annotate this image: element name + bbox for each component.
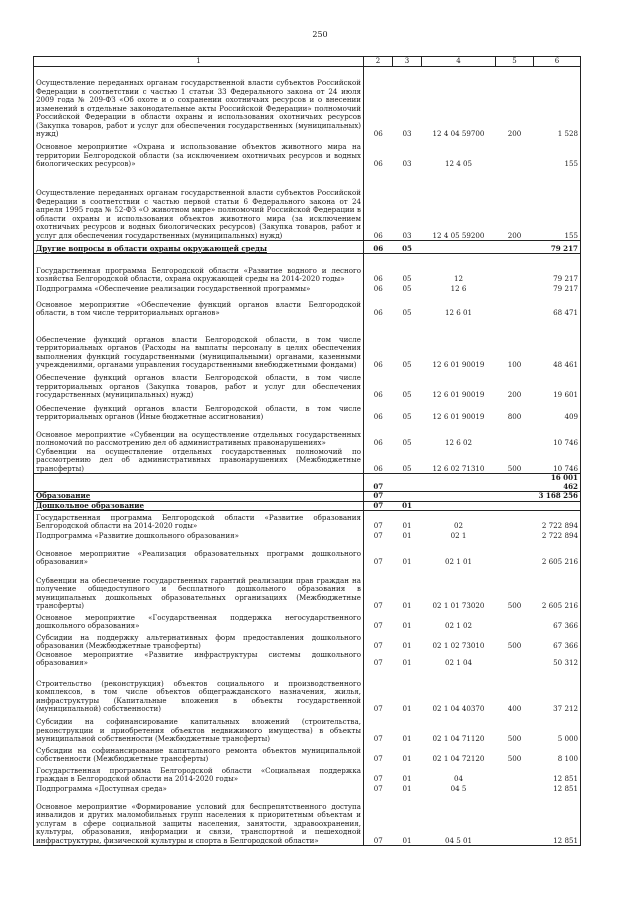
row-target-article: 02 (453, 521, 464, 530)
table-row (34, 531, 581, 541)
row-target-article: 12 6 02 71310 (432, 463, 485, 473)
row-target-article: 12 6 (450, 284, 467, 293)
row-subsection-code: 05 (402, 274, 412, 283)
row-amount: 2 605 216 (534, 541, 581, 567)
row-amount: 155 (534, 139, 581, 169)
row-amount: 8 100 (534, 744, 581, 764)
row-target-article: 02 1 01 73020 (432, 601, 485, 610)
table-row (34, 492, 581, 502)
row-subsection-code: 01 (402, 734, 412, 743)
row-subsection-code: 05 (402, 308, 412, 317)
row-description: Дошкольное образование (34, 501, 364, 511)
row-subsection-code: 05 (402, 463, 412, 473)
row-amount: 67 366 (534, 631, 581, 651)
row-section-code: 06 (373, 274, 383, 283)
row-description: Субвенции на осуществление отдельных государственных полномочий по рассмотрению дел об административных правонарушениях (Межбюджетные трансферты) (34, 448, 364, 474)
row-target-article: 12 4 05 (444, 159, 473, 168)
row-subsection-code: 03 (402, 129, 412, 138)
row-expense-type (496, 541, 534, 567)
table-row (34, 668, 581, 714)
row-amount: 5 000 (534, 714, 581, 744)
row-expense-type: 500 (507, 641, 522, 650)
table-row (34, 370, 581, 400)
row-section-code: 07 (373, 704, 383, 713)
row-target-article: 02 1 (450, 531, 467, 540)
row-section-code: 07 (364, 492, 393, 502)
row-section-code: 06 (373, 463, 383, 473)
row-expense-type (496, 254, 534, 284)
row-expense-type: 100 (507, 360, 522, 369)
row-target-article: 12 (453, 274, 464, 283)
row-section-code: 07 (364, 794, 393, 846)
column-header: 3 (393, 57, 422, 67)
row-description: Образование (34, 492, 364, 502)
row-target-article (422, 501, 496, 511)
table-row (34, 448, 581, 474)
table-row (34, 422, 581, 448)
table-row (34, 511, 581, 531)
row-description: Осуществление переданных органам государственной власти субъектов Российской Федерации в соответствии с частью 1 статьи 33 Федерального закона от 24 июля 2009 года № 209-ФЗ «Об охоте и о сохранении охотничьих ресурсов и о внесении изменений в отдельные законодательные акты Российской Федерации» полномочий Российской Федерации в области охраны и использования охотничьих ресурсов (Закупка товаров, работ и услуг для обеспечения государственных (муниципальных) нужд) (34, 67, 364, 139)
table-row (34, 794, 581, 846)
row-section-code: 06 (373, 438, 383, 447)
row-subsection-code: 01 (402, 641, 412, 650)
row-amount: 2 605 216 (534, 567, 581, 611)
row-amount: 16 001 462 (534, 474, 581, 492)
row-amount: 12 851 (534, 794, 581, 846)
row-description: Государственная программа Белгородской области «Социальная поддержка граждан в Белгородской области на 2014-2020 годы» (34, 764, 364, 784)
row-description: Субсидии на софинансирование капитальных вложений (строительства, реконструкции и приобретения объектов недвижимого имущества) в объекты муниципальной собственности (Межбюджетные трансферты) (34, 714, 364, 744)
table-row (34, 714, 581, 744)
table-row (34, 474, 581, 492)
row-description: Основное мероприятие «Охрана и использование объектов животного мира на территории Белгородской области (за исключением охотничьих ресурсов и водных биологических ресурсов)» (34, 139, 364, 169)
row-amount (534, 501, 581, 511)
table-row (34, 611, 581, 631)
row-amount: 155 (534, 169, 581, 241)
row-subsection-code: 01 (402, 754, 412, 763)
row-description: Обеспечение функций органов власти Белгородской области, в том числе территориальных органов (Иные бюджетные ассигнования) (34, 400, 364, 422)
row-subsection-code: 05 (402, 438, 412, 447)
row-section-code: 07 (373, 521, 383, 530)
row-description: Обеспечение функций органов власти Белгородской области, в том числе территориальных органов (Закупка товаров, работ и услуг для обеспечения государственных (муниципальных) нужд) (34, 370, 364, 400)
row-expense-type (496, 139, 534, 169)
row-section-code: 06 (373, 412, 383, 421)
row-target-article: 02 1 04 72120 (432, 754, 485, 763)
row-section-code: 07 (373, 774, 383, 783)
row-expense-type (496, 511, 534, 531)
row-expense-type: 200 (507, 390, 522, 399)
row-amount: 50 312 (534, 651, 581, 668)
column-header: 5 (496, 57, 534, 67)
row-target-article: 12 6 01 (444, 308, 473, 317)
table-row (34, 501, 581, 511)
row-target-article: 02 1 04 71120 (432, 734, 485, 743)
row-expense-type: 500 (507, 754, 522, 763)
row-description: Основное мероприятие «Развитие инфраструктуры системы дошкольного образования» (34, 651, 364, 668)
row-amount: 2 722 894 (534, 531, 581, 541)
row-expense-type: 200 (507, 230, 522, 240)
row-subsection-code: 05 (402, 284, 412, 293)
row-amount: 68 471 (534, 294, 581, 318)
row-description: Подпрограмма «Развитие дошкольного образования» (34, 531, 364, 541)
row-description: Основное мероприятие «Субвенции на осуществление отдельных государственных полномочий по рассмотрению дел об административных правонарушениях» (34, 422, 364, 448)
page-number: 250 (312, 30, 328, 39)
row-target-article: 12 4 04 59700 (432, 129, 485, 138)
row-subsection-code: 01 (402, 784, 412, 793)
table-row (34, 254, 581, 284)
row-amount: 19 601 (534, 370, 581, 400)
row-expense-type (496, 294, 534, 318)
table-row (34, 294, 581, 318)
row-section-code: 06 (373, 159, 383, 168)
row-amount: 1 528 (534, 67, 581, 139)
table-row (34, 651, 581, 668)
table-row (34, 139, 581, 169)
row-subsection-code: 01 (393, 501, 422, 511)
row-section-code: 06 (373, 360, 383, 369)
column-header: 4 (422, 57, 496, 67)
row-amount: 67 366 (534, 611, 581, 631)
table-row (34, 631, 581, 651)
row-expense-type (496, 764, 534, 784)
row-subsection-code: 01 (402, 531, 412, 540)
row-target-article: 02 1 01 (444, 557, 473, 566)
row-target-article: 02 1 04 (444, 658, 473, 667)
row-amount: 37 212 (534, 668, 581, 714)
row-subsection-code: 05 (402, 390, 412, 399)
row-target-article: 12 6 01 90019 (432, 360, 485, 369)
row-description: Государственная программа Белгородской области «Развитие водного и лесного хозяйства Белгородской области, охрана окружающей среды на 2014-2020 годы» (34, 254, 364, 284)
table-row (34, 241, 581, 254)
row-section-code: 07 (373, 601, 383, 610)
row-target-article: 04 5 01 (422, 794, 496, 846)
table-row (34, 67, 581, 139)
table-row (34, 764, 581, 784)
table-row (34, 318, 581, 370)
row-subsection-code: 01 (402, 521, 412, 530)
row-subsection-code: 01 (393, 794, 422, 846)
row-description: Осуществление переданных органам государственной власти субъектов Российской Федерации в соответствии с частью первой статьи 6 Федерального закона от 24 апреля 1995 года № 52-ФЗ «О животном мире» полномочий Российской Федерации в области охраны и использования объектов животного мира (за исключением охотничьих ресурсов и водных биологических ресурсов) (Закупка товаров, работ и услуг для обеспечения государственных (муниципальных) нужд) (34, 169, 364, 241)
row-expense-type (496, 284, 534, 294)
row-target-article: 12 6 02 (444, 438, 473, 447)
row-section-code: 07 (373, 734, 383, 743)
table-row (34, 284, 581, 294)
row-expense-type (496, 241, 534, 254)
row-section-code: 07 (373, 531, 383, 540)
row-subsection-code: 05 (393, 241, 422, 254)
row-subsection-code: 01 (402, 601, 412, 610)
row-subsection-code: 01 (402, 658, 412, 667)
row-subsection-code: 01 (402, 621, 412, 630)
row-expense-type: 500 (507, 463, 522, 473)
row-amount: 10 746 (534, 422, 581, 448)
row-section-code: 06 (373, 129, 383, 138)
row-subsection-code (393, 492, 422, 502)
row-description: Обеспечение функций органов власти Белгородской области, в том числе территориальных органов (Расходы на выплаты персоналу в целях обеспечения выполнения функций государственными (муниципальными) органами, казенными учреждениями, органами управления государственными внебюджетными фондами) (34, 318, 364, 370)
row-expense-type: 800 (507, 412, 522, 421)
table-row (34, 169, 581, 241)
budget-table (33, 56, 581, 846)
row-target-article (422, 492, 496, 502)
row-description: Основное мероприятие «Государственная поддержка негосударственного дошкольного образования» (34, 611, 364, 631)
row-amount: 12 851 (534, 764, 581, 784)
row-section-code: 07 (373, 641, 383, 650)
row-amount: 12 851 (534, 784, 581, 794)
row-description: Подпрограмма «Обеспечение реализации государственной программы» (34, 284, 364, 294)
row-subsection-code (393, 474, 422, 492)
row-amount: 3 168 256 (534, 492, 581, 502)
row-description: Другие вопросы в области охраны окружающей среды (34, 241, 364, 254)
row-subsection-code: 05 (402, 412, 412, 421)
row-description: Основное мероприятие «Формирование условий для беспрепятственного доступа инвалидов и других маломобильных групп населения к приоритетным объектам и услугам в сфере социальной защиты населения, занятости, здравоохранения, культуры, образования, информации и связи, транспортной и пешеходной инфраструктуры, физической культуры и спорта в Белгородской области» (34, 794, 364, 846)
row-description: Основное мероприятие «Реализация образовательных программ дошкольного образования» (34, 541, 364, 567)
row-expense-type: 500 (507, 601, 522, 610)
row-target-article (422, 241, 496, 254)
row-section-code: 07 (373, 658, 383, 667)
row-description: Строительство (реконструкция) объектов социального и производственного комплексов, в том числе объектов общегражданского назначения, жилья, инфраструктуры (Капитальные вложения в объекты государственной (муниципальной) собственности) (34, 668, 364, 714)
row-target-article: 04 5 (450, 784, 467, 793)
row-amount: 48 461 (534, 318, 581, 370)
column-header: 2 (364, 57, 393, 67)
row-target-article: 04 (453, 774, 464, 783)
table-row (34, 400, 581, 422)
row-expense-type (496, 492, 534, 502)
row-target-article: 02 1 02 (444, 621, 473, 630)
row-target-article: 12 4 05 59200 (432, 230, 485, 240)
row-section-code: 07 (373, 754, 383, 763)
row-description: Государственная программа Белгородской области «Развитие образования Белгородской области на 2014-2020 годы» (34, 511, 364, 531)
row-description: Субсидии на поддержку альтернативных форм предоставления дошкольного образования (Межбюджетные трансферты) (34, 631, 364, 651)
row-subsection-code: 03 (402, 159, 412, 168)
column-header: 1 (34, 57, 364, 67)
row-subsection-code: 01 (402, 774, 412, 783)
row-section-code: 07 (364, 501, 393, 511)
row-section-code: 07 (373, 557, 383, 566)
row-expense-type (496, 422, 534, 448)
row-description: Субсидии на софинансирование капитального ремонта объектов муниципальной собственности (Межбюджетные трансферты) (34, 744, 364, 764)
row-section-code: 07 (373, 621, 383, 630)
row-section-code: 06 (373, 308, 383, 317)
row-amount: 79 217 (534, 241, 581, 254)
row-section-code: 07 (364, 474, 393, 492)
row-description (34, 474, 364, 492)
row-target-article (422, 474, 496, 492)
row-amount: 409 (534, 400, 581, 422)
table-row (34, 744, 581, 764)
table-row (34, 784, 581, 794)
row-section-code: 06 (373, 230, 383, 240)
row-target-article: 12 6 01 90019 (432, 390, 485, 399)
row-expense-type (496, 611, 534, 631)
row-target-article: 02 1 04 40370 (432, 704, 485, 713)
row-amount: 10 746 (534, 448, 581, 474)
row-expense-type (496, 784, 534, 794)
row-expense-type (496, 794, 534, 846)
row-description: Субвенции на обеспечение государственных гарантий реализации прав граждан на получение общедоступного и бесплатного дошкольного образования в муниципальных дошкольных образовательных организациях (Межбюджетные трансферты) (34, 567, 364, 611)
row-section-code: 06 (373, 390, 383, 399)
table-row (34, 541, 581, 567)
row-amount: 79 217 (534, 254, 581, 284)
row-subsection-code: 01 (402, 557, 412, 566)
row-section-code: 06 (364, 241, 393, 254)
row-expense-type (496, 474, 534, 492)
row-amount: 2 722 894 (534, 511, 581, 531)
table-row (34, 567, 581, 611)
row-target-article: 02 1 02 73010 (432, 641, 485, 650)
row-amount: 79 217 (534, 284, 581, 294)
row-expense-type: 500 (507, 734, 522, 743)
row-expense-type (496, 501, 534, 511)
row-expense-type (496, 651, 534, 668)
row-expense-type (496, 531, 534, 541)
row-description: Основное мероприятие «Обеспечение функций органов власти Белгородской области, в том числе территориальных органов» (34, 294, 364, 318)
row-subsection-code: 05 (402, 360, 412, 369)
row-description: Подпрограмма «Доступная среда» (34, 784, 364, 794)
column-header: 6 (534, 57, 581, 67)
row-expense-type: 400 (507, 704, 522, 713)
table-header-row (34, 57, 581, 67)
row-section-code: 07 (373, 784, 383, 793)
row-section-code: 06 (373, 284, 383, 293)
row-expense-type: 200 (507, 129, 522, 138)
row-subsection-code: 03 (402, 230, 412, 240)
row-subsection-code: 01 (402, 704, 412, 713)
row-target-article: 12 6 01 90019 (432, 412, 485, 421)
